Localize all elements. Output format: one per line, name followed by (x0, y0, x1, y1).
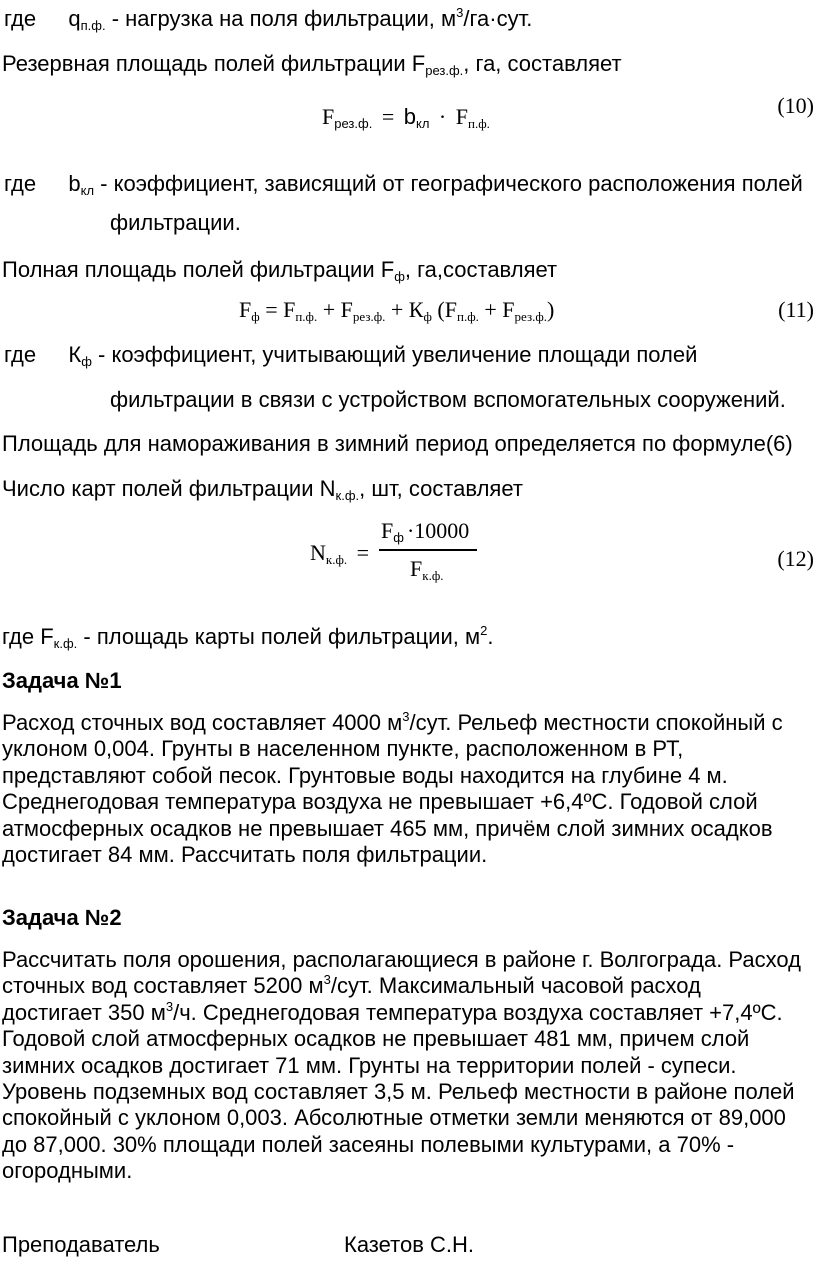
teacher-role: Преподаватель (2, 1232, 160, 1257)
task-2-line: спокойный с уклоном 0,003. Абсолютные отметки земли меняются от 89,000 (2, 1105, 786, 1131)
task-2-line: Рассчитать поля орошения, располагающиеся в районе г. Волгограда. Расход (2, 947, 801, 972)
task-1-text (2, 710, 802, 868)
formula-11: $F_ф = F_{п.ф.} + F_{рез.ф.} + К_ф$ $(F_{п.ф.} + F_{рез.ф.})$ (239, 297, 555, 324)
task-2-line: Годовой слой атмосферных осадков не превышает 481 мм, причем слой (2, 1026, 750, 1052)
card-count-intro: Число карт полей фильтрации $N_{к.ф.}$, шт, составляет (2, 476, 523, 503)
formula-12-numerator: $F_ф \cdot 10000$ (381, 518, 470, 545)
task-1-line: атмосферных осадков не превышает 465 мм, причём слой зимних осадков (2, 815, 773, 841)
fk-definition: где $F_{к.ф.}$ - площадь карты полей фильтрации, $м^2$. (2, 623, 494, 651)
b-definition: где $b_{кл}$ - коэффициент, зависящий от географического расположения полей (4, 171, 803, 198)
task-1-line: Среднегодовая температура воздуха не превышает +6,4ºС. Годовой слой (2, 789, 758, 815)
formula-10-number: (10) (777, 93, 814, 118)
task-2-line: Уровень подземных вод составляет 3,5 м. Рельеф местности в районе полей (2, 1079, 795, 1105)
formula-12-lhs: $N_{к.ф.}$ = (310, 540, 370, 567)
k-definition: где $К_ф$ - коэффициент, учитывающий увеличение площади полей (4, 342, 698, 369)
task-1-line: представляют собой песок. Грунтовые воды находится на глубине 4 м. (2, 762, 728, 788)
q-definition: где $q_{п.ф.}$ - нагрузка на поля фильтрации, $м^3/га\cdot сут$. (4, 5, 533, 33)
task-2-line: огородными. (2, 1158, 133, 1184)
formula-12-fraction-bar (379, 549, 477, 551)
formula-12-denominator: $F_{к.ф.}$ (410, 556, 444, 583)
task-1-title: Задача №1 (2, 668, 122, 693)
task-1-line: уклоном 0,004. Грунты в населенном пункте, расположенном в РТ, (2, 736, 684, 762)
formula-11-number: (11) (778, 297, 814, 322)
task-2-line: зимних осадков достигает 71 мм. Грунты на территории полей - супеси. (2, 1052, 737, 1078)
task-2-line: сточных вод составляет 5200 $м^3$/сут. Максимальный часовой расход (2, 972, 701, 999)
k-definition-continued: фильтрации в связи с устройством вспомогательных сооружений. (110, 387, 786, 412)
task-2-line: достигает 350 $м^3/ч$. Среднегодовая температура воздуха составляет +7,4ºС. (2, 998, 783, 1025)
task-2-title: Задача №2 (2, 905, 122, 930)
b-definition-continued: фильтрации. (110, 210, 241, 235)
formula-10: $F_{рез.ф.} = b_{кл} \cdot F_{п.ф.}$ (322, 104, 490, 131)
task-1-line: достигает 84 мм. Рассчитать поля фильтрации. (2, 842, 488, 868)
teacher-name: Казетов С.Н. (344, 1232, 475, 1257)
task-2-text (2, 947, 802, 1185)
task-1-line: Расход сточных вод составляет 4000 $м^3$/сут. Рельеф местности спокойный с (2, 709, 783, 735)
reserve-area-intro: Резервная площадь полей фильтрации $F_{рез.ф.}$, га, составляет (2, 51, 622, 78)
formula-12-number: (12) (777, 546, 814, 571)
full-area-intro: Полная площадь полей фильтрации $F_ф$, га,составляет (2, 257, 558, 284)
task-2-line: до 87,000. 30% площади полей засеяны полевыми культурами, а 70% - (2, 1131, 735, 1157)
freeze-area-sentence: Площадь для намораживания в зимний период определяется по формуле(6) (2, 431, 793, 456)
